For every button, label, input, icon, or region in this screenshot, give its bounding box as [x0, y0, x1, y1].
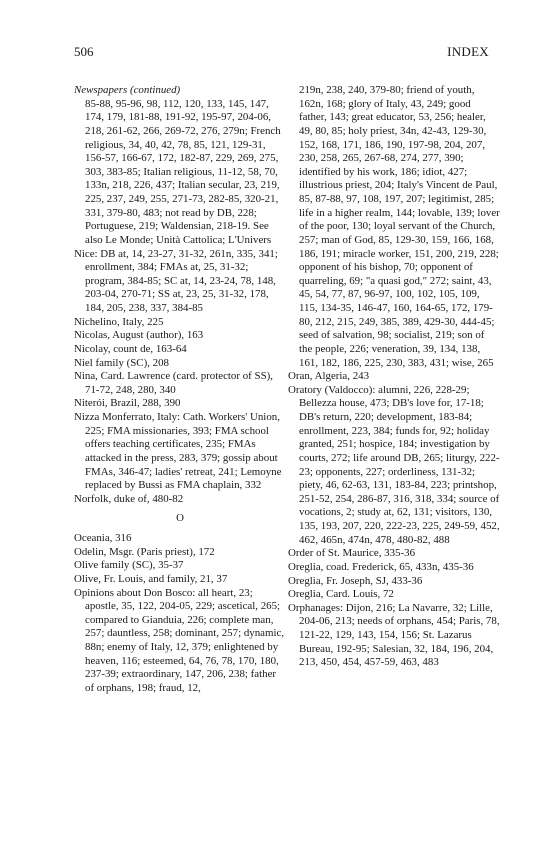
- index-entry: Nizza Monferrato, Italy: Cath. Workers' Union, 225; FMA missionaries, 393; FMA school offers teaching certificates, 235; FMAs attacked in the press, 283, 379; gossip about FMAs, 346-47; ladies' retreat, 241; Lemoyne replaced by Bussi as FMA chaplain, 332: [74, 411, 282, 492]
- index-entry: Order of St. Maurice, 335-36: [288, 547, 416, 560]
- section-letter: O: [176, 512, 184, 525]
- index-entry-continued: 85-88, 95-96, 98, 112, 120, 133, 145, 147, 174, 179, 181-88, 191-92, 195-97, 204-06, 218, 261-62, 266, 269-72, 276, 279n; French religious, 34, 40, 42, 78, 85, 121, 129-31, 156-57, 166-67, 172, 182-87, 229, 269, 275, 303, 383-85; Italian religious, 11-12, 58, 70, 133n, 218, 226, 437; Italian secular, 23, 219, 225, 237, 249, 255, 271-73, 282-85, 320-21, 331, 379-80, 483; not read by DB, 228; Portuguese, 219; Waldensian, 218-19. See also Le Monde; Unità Cattolica; L'Univers: [85, 97, 281, 246]
- index-entry: Niel family (SC), 208: [74, 356, 169, 369]
- continued-heading: Newspapers (continued): [74, 84, 181, 96]
- index-entry: Oratory (Valdocco): alumni, 226, 228-29; Bellezza house, 473; DB's love for, 17-18; DB's return, 220; development, 183-84; enrollment, 223, 384; funds for, 92; holiday granted, 251; hospice, 184; investigation by courts, 272; life around DB, 265; liturgy, 222-23; opponents, 227; orderliness, 131-32; piety, 46, 62-63, 131, 183-84, 223; printshop, 251-52, 254, 286-87, 316, 318, 334; source of vocations, 2; study at, 62, 131; visitors, 130, 135, 193, 207, 220, 222-23, 225, 249-59, 452, 462, 465n, 474n, 478, 480-82, 488: [288, 383, 500, 546]
- index-entry: Nichelino, Italy, 225: [74, 315, 164, 328]
- index-entry: Odelin, Msgr. (Paris priest), 172: [74, 545, 215, 558]
- right-column: [288, 84, 500, 670]
- index-entry: Orphanages: Dijon, 216; La Navarre, 32; Lille, 204-06, 213; needs of orphans, 454; Paris, 78, 121-22, 129, 143, 154, 156; St. Lazarus Bureau, 192-95; Salesian, 32, 184, 196, 204, 213, 450, 454, 457-59, 463, 483: [288, 601, 500, 669]
- index-entry: Nicolas, August (author), 163: [74, 329, 204, 342]
- index-entry: Oreglia, Fr. Joseph, SJ, 433-36: [288, 574, 423, 587]
- index-entry: Nicolay, count de, 163-64: [74, 342, 187, 355]
- index-entry: Opinions about Don Bosco: all heart, 23; apostle, 35, 122, 204-05, 229; ascetical, 265; compared to Gianduia, 226; complete man, 257; dauntless, 258; dominant, 257; dynamic, 88n; enemy of Italy, 12, 379; enlightened by heaven, 116; esteemed, 64, 76, 78, 170, 180, 237-39; extraordinary, 147, 206, 238; father of orphans, 198; fraud, 12,: [74, 586, 285, 694]
- index-entry: Oreglia, coad. Frederick, 65, 433n, 435-36: [288, 560, 474, 573]
- index-entry: Olive family (SC), 35-37: [74, 559, 184, 572]
- running-title: INDEX: [447, 44, 489, 59]
- index-entry: Oran, Algeria, 243: [288, 370, 370, 383]
- index-entry: Oceania, 316: [74, 532, 132, 544]
- index-entry: Oreglia, Card. Louis, 72: [288, 588, 394, 601]
- index-entry-continued: 219n, 238, 240, 379-80; friend of youth, 162n, 168; glory of Italy, 43, 249; good father, 143; great educator, 53, 256; healer, 49, 80, 85; holy priest, 34n, 42-43, 129-30, 152, 168, 171, 186, 190, 197-98, 204, 207, 230, 258, 265, 267-68, 274, 277, 390; identified by his work, 186; idiot, 427; illustrious priest, 204; Italy's Vincent de Paul, 85, 87-88, 97, 108, 197, 207; legitimist, 285; life in a higher realm, 144; lovable, 139; lover of the poor, 130; loyal servant of the Church, 257; man of God, 85, 129-30, 159, 166, 168, 186, 191; miracle worker, 151, 200, 219, 228; opponent of his bishop, 70; opponent of quarreling, 69; "a quasi god," 272; saint, 43, 45, 54, 77, 87, 96-97, 100, 102, 105, 109, 115, 134-35, 146-47, 160, 164-65, 172, 179-80, 212, 215, 249, 385, 389, 429-30, 444-45; seed of salvation, 98; socialist, 219; son of the people, 226; veneration, 39, 134, 138, 161, 182, 186, 225, 230, 383, 431; wise, 265: [299, 84, 500, 369]
- index-entry: Norfolk, duke of, 480-82: [74, 492, 184, 505]
- left-column: [74, 84, 286, 696]
- page-number: 506: [74, 44, 94, 59]
- index-entry: Niterói, Brazil, 288, 390: [74, 397, 181, 410]
- index-entry: Nice: DB at, 14, 23-27, 31-32, 261n, 335, 341; enrollment, 384; FMAs at, 25, 31-32; program, 384-85; SC at, 14, 23-24, 78, 148, 203-04, 270-71; SS at, 23, 25, 31-32, 178, 184, 205, 238, 337, 384-85: [74, 247, 278, 314]
- index-entry: Nina, Card. Lawrence (card. protector of SS), 71-72, 248, 280, 340: [74, 370, 273, 396]
- index-entry: Olive, Fr. Louis, and family, 21, 37: [74, 572, 228, 585]
